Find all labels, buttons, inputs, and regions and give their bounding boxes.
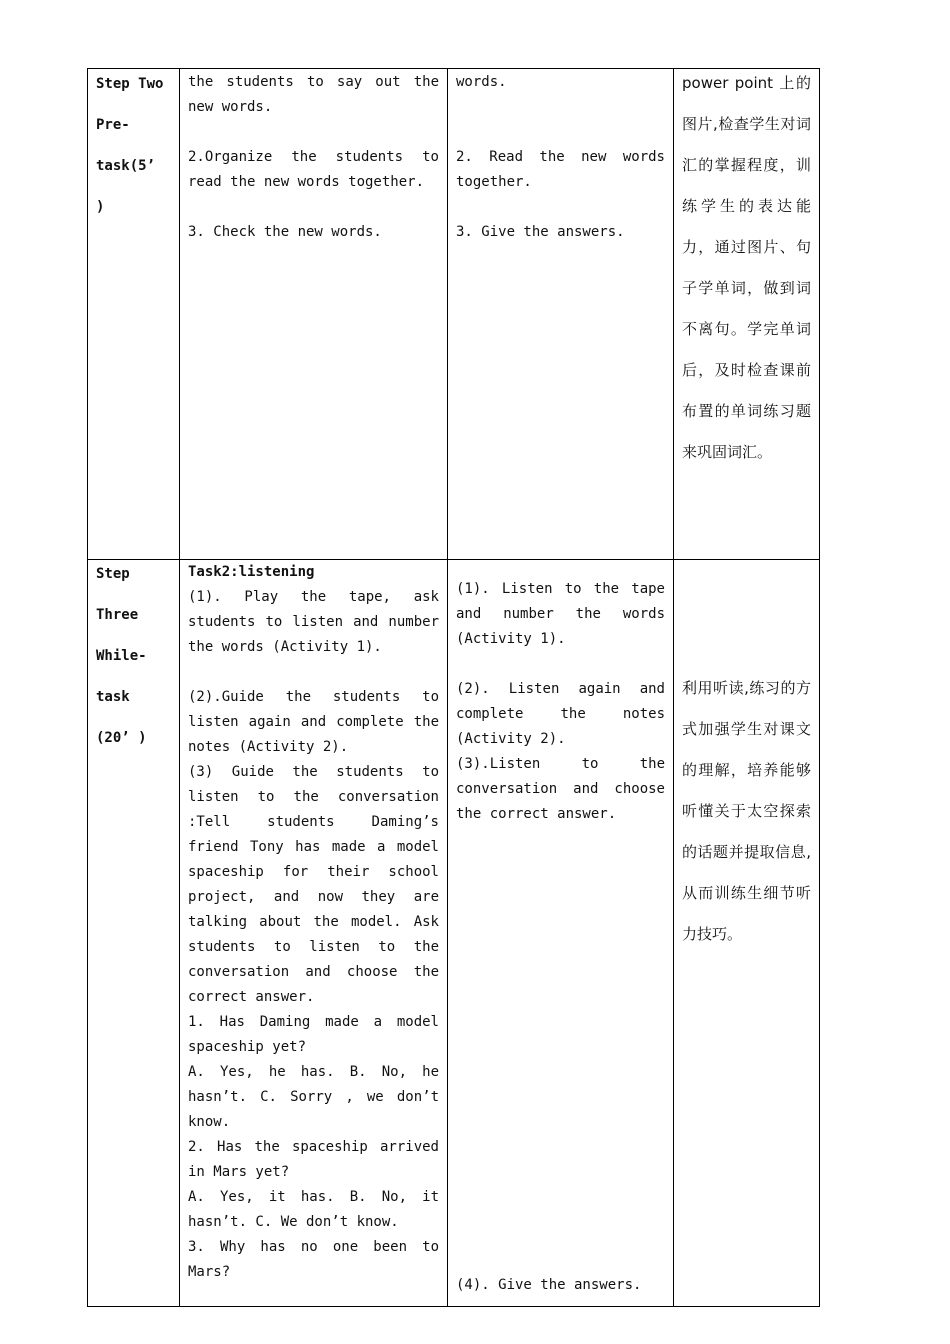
step-cell [88, 560, 180, 1307]
step-line: Step Two [96, 76, 164, 92]
purpose-text: power point 上的图片,检查学生对词汇的掌握程度，训练学生的表达能力，通过图片、句子学单词，做到词不离句。学完单词后，及时检查课前布置的单词练习题来巩固词汇。 [682, 74, 811, 461]
purpose-text: 利用听读,练习的方式加强学生对课文的理解，培养能够听懂关于太空探索的话题并提取信息,从而训练生细节听力技巧。 [682, 679, 811, 943]
lesson-plan-table [87, 68, 820, 1307]
step-line: While- [96, 648, 147, 664]
teacher-paragraph: 3. Check the new words. [188, 224, 382, 240]
teacher-paragraph: (2).Guide the students to listen again and complete the notes (Activity 2). [188, 689, 439, 755]
student-activity-cell [448, 560, 674, 1307]
student-paragraph: 3. Give the answers. [456, 224, 625, 240]
teacher-paragraph: (3) Guide the students to listen to the conversation :Tell students Daming’s friend Tony has made a model spaceship for their school project, and now they are talking about the model. Ask students to listen to the conversation and choose the correct answer. [188, 764, 439, 1005]
step-line: Three [96, 607, 139, 623]
step-line: Step [96, 566, 130, 582]
purpose-cell [674, 69, 820, 560]
student-activity-cell [448, 69, 674, 560]
teacher-paragraph: 2.Organize the students to read the new words together. [188, 149, 439, 190]
student-paragraph: (1). Listen to the tape and number the words (Activity 1). [456, 581, 665, 647]
question: 3. Why has no one been to Mars? [188, 1239, 439, 1280]
teacher-paragraph: the students to say out the new words. [188, 74, 439, 115]
question-options: A. Yes, he has. B. No, he hasn’t. C. Sorry , we don’t know. [188, 1064, 439, 1130]
question: 1. Has Daming made a model spaceship yet? [188, 1014, 439, 1055]
step-line: task [96, 689, 130, 705]
question-options: A. Yes, it has. B. No, it hasn’t. C. We don’t know. [188, 1189, 439, 1230]
teacher-paragraph: (1). Play the tape, ask students to listen and number the words (Activity 1). [188, 589, 439, 655]
step-cell [88, 69, 180, 560]
teacher-activity-cell [180, 69, 448, 560]
step-line: task(5’ [96, 158, 156, 174]
student-paragraph: (3).Listen to the conversation and choose the correct answer. [456, 756, 665, 822]
step-line: ) [96, 199, 105, 215]
table-row [88, 69, 820, 560]
question: 2. Has the spaceship arrived in Mars yet? [188, 1139, 439, 1180]
step-line: (20’ ) [96, 730, 147, 746]
student-paragraph: (4). Give the answers. [456, 1277, 642, 1293]
table-row [88, 560, 820, 1307]
student-paragraph: 2. Read the new words together. [456, 149, 665, 190]
student-paragraph: (2). Listen again and complete the notes (Activity 2). [456, 681, 665, 747]
purpose-cell [674, 560, 820, 1307]
task-title: Task2:listening [188, 564, 315, 580]
teacher-activity-cell [180, 560, 448, 1307]
student-paragraph: words. [456, 74, 507, 90]
step-line: Pre- [96, 117, 130, 133]
